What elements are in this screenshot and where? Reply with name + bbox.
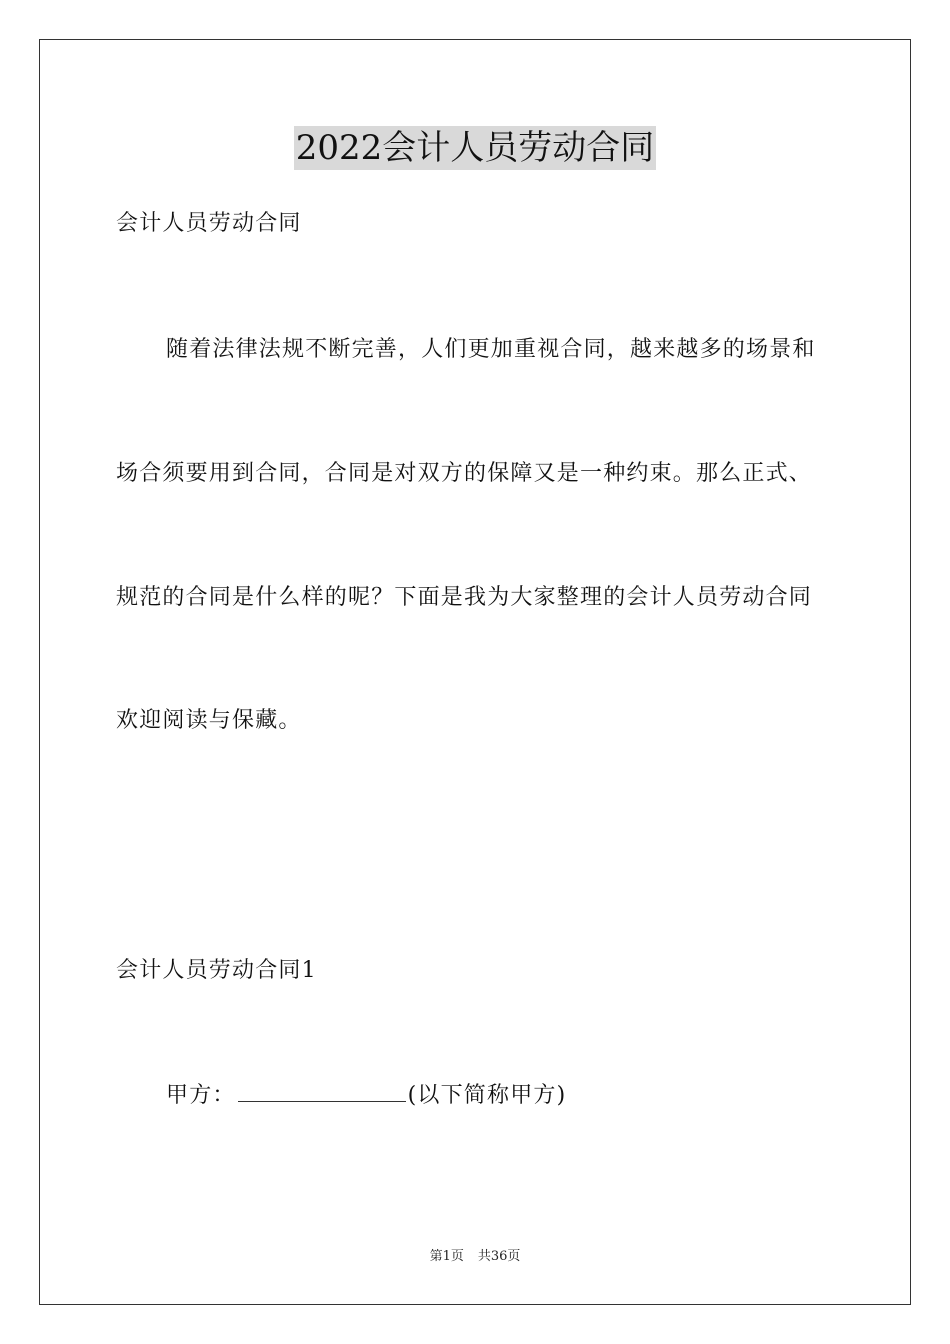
intro-line-3: 规范的合同是什么样的呢？下面是我为大家整理的会计人员劳动合同 — [116, 585, 813, 610]
section-heading: 会计人员劳动合同1 — [116, 958, 317, 983]
page-total: 共36页 — [477, 1249, 521, 1264]
document-subtitle: 会计人员劳动合同 — [116, 211, 302, 236]
intro-line-4: 欢迎阅读与保藏。 — [116, 708, 302, 733]
page-current: 第1页 — [429, 1249, 464, 1264]
title-container — [0, 126, 950, 170]
party-a-label: 甲方： — [166, 1083, 236, 1108]
party-a-line — [166, 1081, 566, 1111]
party-a-suffix: (以下简称甲方) — [407, 1083, 567, 1108]
document-title: 2022会计人员劳动合同 — [295, 128, 655, 168]
page-footer — [0, 1248, 950, 1266]
intro-line-2: 场合须要用到合同，合同是对双方的保障又是一种约束。那么正式、 — [116, 461, 813, 486]
party-a-blank-field — [238, 1081, 406, 1102]
intro-line-1: 随着法律法规不断完善，人们更加重视合同，越来越多的场景和 — [166, 337, 816, 362]
